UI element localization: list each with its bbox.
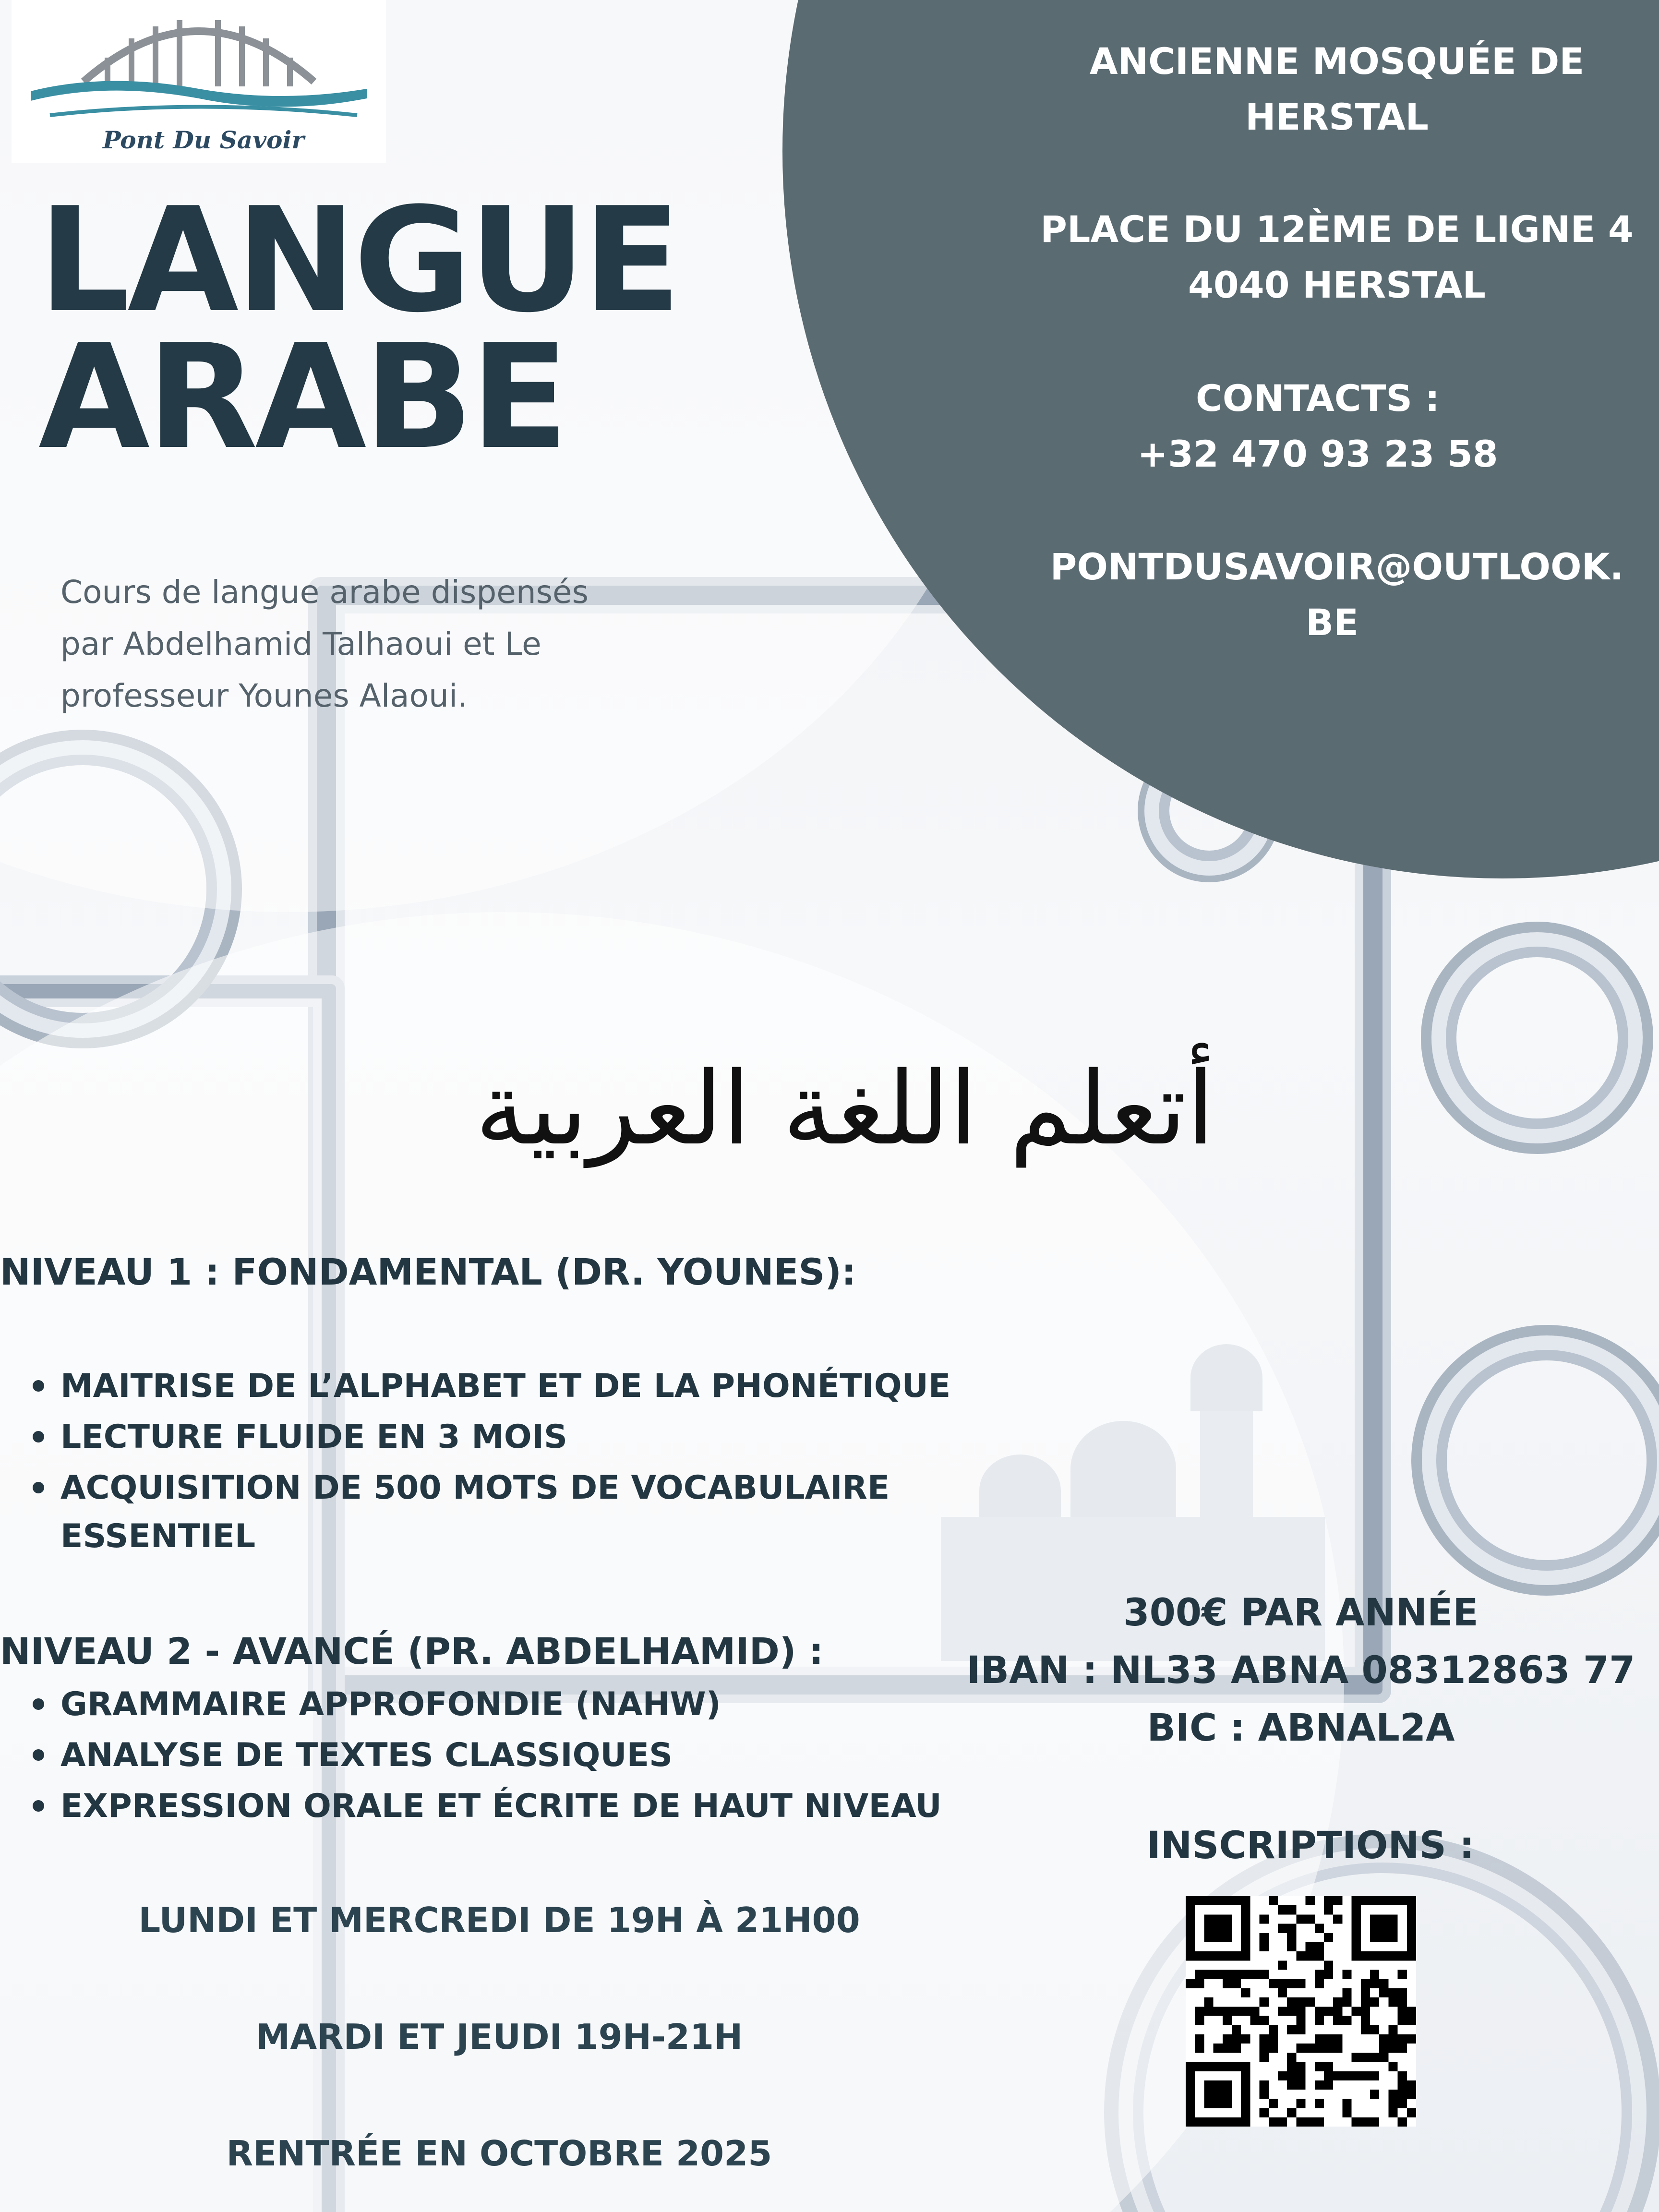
intro-line-1: Cours de langue arabe dispensés — [60, 574, 589, 611]
contacts-phone: +32 470 93 23 58 — [1137, 433, 1498, 475]
title-line-1: LANGUE — [38, 177, 679, 344]
intro-line-2: par Abdelhamid Talhaoui et Le — [60, 625, 541, 662]
list-item-continuation: ESSENTIEL — [60, 1517, 256, 1555]
logo-text: Pont Du Savoir — [103, 126, 304, 154]
schedule-line-1: LUNDI ET MERCREDI DE 19H À 21H00 — [138, 1900, 860, 1940]
venue-name — [1008, 34, 1659, 145]
list-item: ACQUISITION DE 500 MOTS DE VOCABULAIRE — [29, 1463, 950, 1514]
contacts-label: CONTACTS : — [1196, 377, 1440, 420]
venue-line-2: HERSTAL — [1245, 96, 1429, 138]
qr-code-icon — [1186, 1896, 1416, 2127]
level-2-title: NIVEAU 2 - AVANCÉ (PR. ABDELHAMID) : — [0, 1630, 824, 1672]
address — [1008, 202, 1659, 313]
intro-line-3: professeur Younes Alaoui. — [60, 677, 468, 714]
level-1-title: NIVEAU 1 : FONDAMENTAL (DR. YOUNES): — [0, 1250, 856, 1293]
logo — [12, 0, 386, 163]
list-item: EXPRESSION ORALE ET ÉCRITE DE HAUT NIVEAU — [29, 1781, 942, 1832]
rosette-ornament-right-middle — [1411, 1325, 1659, 1596]
list-item: ANALYSE DE TEXTES CLASSIQUES — [29, 1730, 942, 1781]
bic: BIC : ABNAL2A — [1147, 1707, 1455, 1750]
iban: IBAN : NL33 ABNA 08312863 77 — [966, 1649, 1635, 1692]
page-title — [38, 177, 679, 481]
email — [1008, 539, 1659, 650]
list-item: GRAMMAIRE APPROFONDIE (NAHW) — [29, 1679, 942, 1730]
price: 300€ PAR ANNÉE — [1123, 1591, 1479, 1635]
arabic-heading: أتعلم اللغة العربية — [475, 1050, 1215, 1167]
qr-code[interactable] — [1186, 1896, 1416, 2127]
registration-label: INSCRIPTIONS : — [1146, 1824, 1475, 1867]
schedule-line-2: MARDI ET JEUDI 19H-21H — [255, 2017, 743, 2057]
level-1-list — [29, 1361, 950, 1514]
rosette-ornament-right-top — [1421, 922, 1653, 1154]
address-line-2: 4040 HERSTAL — [1188, 264, 1486, 306]
venue-line-1: ANCIENNE MOSQUÉE DE — [1089, 40, 1585, 83]
intro-text — [60, 566, 723, 722]
address-line-1: PLACE DU 12ÈME DE LIGNE 4 — [1040, 208, 1634, 251]
list-item: LECTURE FLUIDE EN 3 MOIS — [29, 1412, 950, 1463]
title-line-2: ARABE — [38, 313, 566, 481]
schedule-line-3: RENTRÉE EN OCTOBRE 2025 — [226, 2133, 772, 2174]
list-item: MAITRISE DE L’ALPHABET ET DE LA PHONÉTIQUE — [29, 1361, 950, 1412]
level-2-list — [29, 1679, 942, 1832]
email-line-2: BE — [1306, 601, 1358, 644]
contacts — [989, 371, 1647, 482]
email-line-1: PONTDUSAVOIR@OUTLOOK. — [1050, 545, 1624, 588]
